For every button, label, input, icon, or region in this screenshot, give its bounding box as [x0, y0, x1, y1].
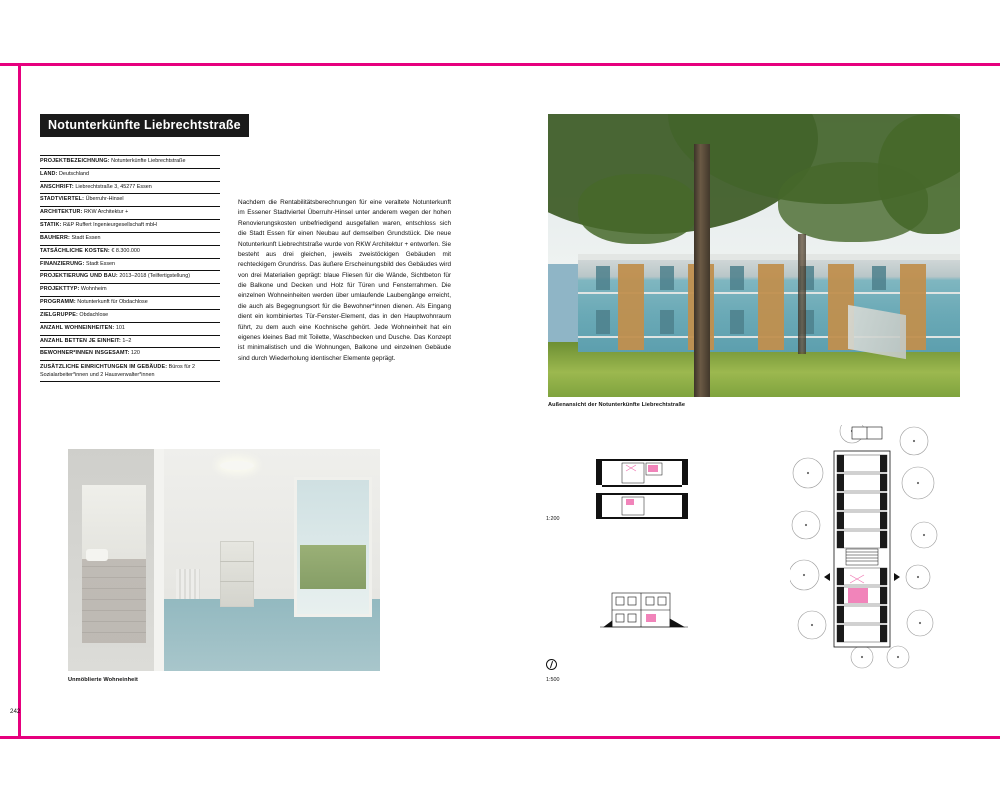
fact-row: [40, 310, 220, 323]
window: [730, 266, 744, 290]
scale-label-siteplan: 1:500: [546, 677, 560, 683]
fact-row: [40, 233, 220, 246]
fact-row: [40, 246, 220, 259]
fact-value: 101: [115, 324, 125, 331]
fact-key: TATSÄCHLICHE KOSTEN:: [40, 247, 110, 254]
fact-key: LAND:: [40, 170, 58, 177]
cabinet-seam: [220, 581, 254, 582]
fact-row: [40, 323, 220, 336]
window: [660, 266, 674, 290]
fact-value: Überruhr-Hinsel: [85, 196, 124, 203]
fact-row: [40, 194, 220, 207]
caption-interior: Unmöblierte Wohneinheit: [68, 677, 138, 683]
fact-value: 120: [130, 350, 140, 357]
wall-cabinet: [220, 541, 254, 607]
scale-label-section: 1:200: [546, 516, 560, 522]
fact-value: Deutschland: [59, 170, 89, 177]
fact-key: PROGRAMM:: [40, 299, 76, 306]
fact-row: [40, 297, 220, 310]
interior-photograph: [68, 449, 380, 671]
window: [596, 266, 610, 290]
fact-value: Obdachlose: [79, 311, 109, 318]
cabinet-seam: [220, 561, 254, 562]
radiator: [176, 569, 200, 599]
fact-key: BAUHERR:: [40, 234, 70, 241]
fact-value: Wohnheim: [80, 286, 107, 293]
wood-panel: [618, 264, 644, 350]
site-plan-drawing: [790, 425, 962, 670]
fact-value: € 8.300.000: [111, 247, 140, 254]
page-number: 242: [10, 708, 21, 715]
frame-rule-bottom: [0, 736, 1000, 739]
fact-row: [40, 182, 220, 195]
fact-row: [40, 220, 220, 233]
fact-value: Stadt Essen: [71, 234, 101, 241]
fact-row: [40, 271, 220, 284]
north-arrow-icon: [546, 659, 557, 670]
fact-value: Notunterkünfte Liebrechtstraße: [111, 158, 186, 164]
caption-exterior: Außenansicht der Notunterkünfte Liebrechtstraße: [548, 402, 686, 408]
foliage: [578, 174, 698, 244]
fact-key: BEWOHNER*INNEN INSGESAMT:: [40, 350, 130, 357]
bathroom-tiles: [82, 559, 146, 643]
fact-key: STADTVIERTEL:: [40, 196, 85, 203]
window-view-greenery: [300, 545, 366, 589]
fact-row: [40, 348, 220, 361]
fact-key: PROJEKTBEZEICHNUNG:: [40, 158, 110, 164]
window: [596, 310, 610, 334]
window: [660, 310, 674, 334]
fact-value: Stadt Essen: [85, 260, 116, 267]
frame-rule-left: [18, 63, 21, 739]
floor-plan-drawing: [596, 455, 692, 527]
section-drawing: [596, 583, 692, 635]
tree-trunk: [798, 234, 806, 354]
project-facts-table: [40, 155, 220, 382]
fact-key: PROJEKTTYP:: [40, 286, 80, 293]
page-title: Notunterkünfte Liebrechtstraße: [40, 114, 249, 137]
fact-key: ANZAHL WOHNEINHEITEN:: [40, 324, 115, 331]
fact-value: 2013–2018 (Teilfertigstellung): [119, 273, 191, 280]
wood-panel: [758, 264, 784, 350]
fact-key: STATIK:: [40, 222, 62, 229]
frame-rule-top: [0, 63, 1000, 66]
fact-key: FINANZIERUNG:: [40, 260, 85, 267]
window: [730, 310, 744, 334]
fact-key: ZIELGRUPPE:: [40, 311, 78, 318]
window: [872, 266, 886, 290]
fact-key: ZUSÄTZLICHE EINRICHTUNGEN IM GEBÄUDE:: [40, 364, 168, 371]
fact-key: PROJEKTIERUNG UND BAU:: [40, 273, 118, 280]
fact-row: [40, 284, 220, 297]
fact-value: 1–2: [122, 337, 132, 344]
fact-key: ARCHITEKTUR:: [40, 209, 83, 216]
fact-value: Liebrechtstraße 3, 45277 Essen: [75, 183, 152, 190]
foliage: [878, 114, 960, 234]
ceiling-lamp: [220, 461, 254, 470]
fact-value: RKW Architektur +: [84, 209, 129, 216]
fact-value: Notunterkunft für Obdachlose: [77, 299, 148, 306]
fact-key: ANZAHL BETTEN JE EINHEIT:: [40, 337, 121, 344]
door-frame: [154, 449, 164, 671]
fact-row: [40, 361, 220, 382]
fact-value: Büros für 2 Sozialarbeiter*innen und 2 Hausverwalter*innen: [40, 364, 196, 379]
fact-row: [40, 259, 220, 272]
exterior-photograph: [548, 114, 960, 397]
washbasin: [86, 549, 108, 561]
fact-row: [40, 336, 220, 349]
fact-row: [40, 207, 220, 220]
fact-value: R&P Ruffert Ingenieurgesellschaft mbH: [63, 222, 157, 229]
project-description: Nachdem die Rentabilitätsberechnungen für eine veraltete Notunterkunft im Essener Stadtviertel Überruhr-Hinsel unter anderem wegen der hohen Renovierungskosten unbefriedigend ausgefallen waren, entschloss sich die Stadt Essen für einen Neubau auf demselben Grundstück. Die neue Notunterkunft Liebrechtstraße wurde von RKW Architektur + entworfen. Sie besteht aus drei gleichen, jeweils zweistöckigen Gebäuden mit rechteckigem Grundriss. Das äußere Erscheinungsbild des Gebäudes wird von drei Materialien geprägt: blaue Fliesen für die Wände, Sichtbeton für die Balkone und Decken und Holz für Türen und Fensterrahmen. Die einzelnen Wohneinheiten werden über umlaufende Laubengänge erreicht, die auch als Begegnungsort für die Bewohner*innen dienen. Als Eingang dient ein kombiniertes Tür-Fenster-Element, das in den Hauptwohnraum führt, zu dem auch eine Kochnische gehört. Jede Wohneinheit hat ein eigenes kleines Bad mit Toilette, Waschbecken und Dusche. Das Konzept ist minimalistisch und die Wohnungen, Balkone und einzelnen Gebäude sind durch Wiederholung identischer Elemente geprägt.: [238, 199, 451, 362]
fact-row: [40, 156, 220, 169]
tree-trunk: [694, 144, 710, 397]
fact-key: ANSCHRIFT:: [40, 183, 74, 190]
fact-row: [40, 169, 220, 182]
